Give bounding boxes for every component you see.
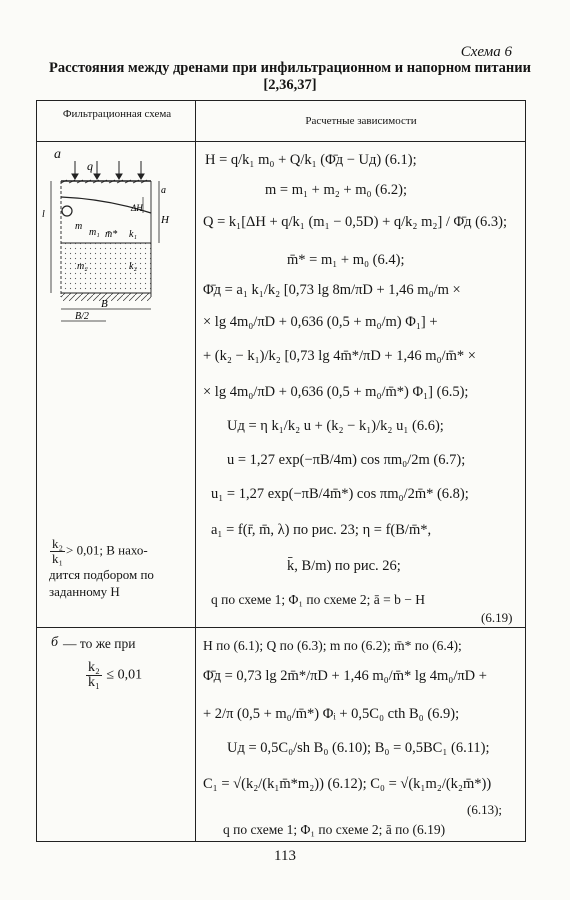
formula-table xyxy=(36,100,526,842)
formula-6-2: m = m₁ + m₂ + m₀ (6.2); xyxy=(265,182,407,198)
formula-a1-eta: a₁ = f(r̄, m̄, λ) по рис. 23; η = f(B/m̄*, xyxy=(211,522,432,538)
formula-6-6: Uд = η k₁/k₂ u + (k₂ − k₁)/k₂ u₁ (6.6); xyxy=(227,418,444,434)
cond-line2: дится подбором по xyxy=(49,567,154,582)
formula-6-19: (6.19) xyxy=(481,610,513,625)
formula-6-5-line1: Φ̄д = a₁ k₁/k₂ [0,73 lg 8m/πD + 1,46 m₀/m × xyxy=(203,282,461,298)
formula-6-7: u = 1,27 exp(−πB/4m) cos πm₀/2m (6.7); xyxy=(227,452,466,468)
cond-line3: заданному H xyxy=(49,584,120,599)
diagram-label-m2: m₂ xyxy=(77,261,88,272)
diagram-label-B: B xyxy=(101,298,108,310)
formula-6-10-6-11: Uд = 0,5C₀/sh B₀ (6.10); B₀ = 0,5BC₁ (6.11); xyxy=(227,740,490,756)
diagram-label-k1: k₁ xyxy=(129,229,137,240)
diagram-label-q: q xyxy=(87,159,93,173)
diagram-label-m-star: m̄* xyxy=(105,229,118,240)
diagram-label-m1: m₁ xyxy=(89,227,100,238)
cond-line1: > 0,01; B нахо- xyxy=(66,542,148,558)
header-divider xyxy=(37,141,525,142)
diagram-label-dH: ΔH xyxy=(131,203,143,213)
row-a-label: а xyxy=(54,147,61,162)
diagram-label-k2: k₂ xyxy=(129,261,137,272)
formula-6-5-line4: × lg 4m₀/πD + 0,636 (0,5 + m₀/m̄*) Φ₁] (6.5); xyxy=(203,384,469,400)
diagram-label-l: l xyxy=(42,209,45,220)
formula-q-phi: q по схеме 1; Φ₁ по схеме 2; ā = b − H xyxy=(211,592,426,607)
formula-6-5-line3: + (k₂ − k₁)/k₂ [0,73 lg 4m̄*/πD + 1,46 m₀/m̄* × xyxy=(203,348,476,364)
column-divider xyxy=(195,101,196,841)
formula-6-9-line1: Φ̄д = 0,73 lg 2m̄*/πD + 1,46 m₀/m̄* lg 4m₀/πD + xyxy=(203,668,487,684)
ineq-k1: k₁ xyxy=(88,675,100,690)
formula-eta-cont: k̄, B/m) по рис. 26; xyxy=(287,558,401,574)
row-a-condition xyxy=(49,537,195,600)
page-number: 113 xyxy=(274,848,296,864)
row-divider xyxy=(37,627,525,628)
diagram-label-B-half: B/2 xyxy=(75,311,89,322)
formula-6-3: Q = k₁[ΔH + q/k₁ (m₁ − 0,5D) + q/k₂ m₂] / Φ̄д (6.3); xyxy=(203,214,507,230)
diagram-label-m: m xyxy=(75,221,83,232)
formula-6-13: (6.13); xyxy=(467,802,503,817)
formula-6-5-line2: × lg 4m₀/πD + 0,636 (0,5 + m₀/m) Φ₁] + xyxy=(203,314,438,330)
col-header-formulas: Расчетные зависимости xyxy=(305,115,417,127)
formula-b-last: q по схеме 1; Φ₁ по схеме 2; ā по (6.19) xyxy=(223,822,446,837)
schema-number: Схема 6 xyxy=(460,44,512,60)
ineq-value: ≤ 0,01 xyxy=(106,667,143,683)
formula-6-8: u₁ = 1,27 exp(−πB/4m̄*) cos πm₀/2m̄* (6.8); xyxy=(211,486,469,502)
row-b-inequality xyxy=(85,661,142,690)
diagram-label-H: H xyxy=(161,214,169,226)
col-header-scheme: Фильтрационная схема xyxy=(62,108,172,120)
filtration-scheme-diagram xyxy=(39,157,193,327)
formula-6-4: m̄* = m₁ + m₀ (6.4); xyxy=(287,252,405,268)
cond-k1: k₁ xyxy=(52,551,64,566)
row-b-label: б xyxy=(51,635,59,650)
formula-6-12: C₁ = √(k₂/(k₁m̄*m₂)) (6.12); C₀ = √(k₁m₂/(k₂m̄*)) xyxy=(203,776,492,792)
ineq-k2: k₂ xyxy=(88,660,100,675)
formula-b-refs: H по (6.1); Q по (6.3); m по (6.2); m̄* по (6.4); xyxy=(203,638,462,653)
formula-6-1: H = q/k₁ m₀ + Q/k₁ (Φ̄д − Uд) (6.1); xyxy=(205,152,417,168)
cond-k2: k₂ xyxy=(52,536,64,551)
diagram-label-a: a xyxy=(161,185,166,196)
page-title: Расстояния между дренами при инфильтрационном и напорном питании [2,36,37] xyxy=(49,60,531,93)
formula-6-9-line2: + 2/π (0,5 + m₀/m̄*) Φᵢ + 0,5C₀ cth B₀ (6.9); xyxy=(203,706,460,722)
row-b-condition: — то же при xyxy=(63,636,136,651)
